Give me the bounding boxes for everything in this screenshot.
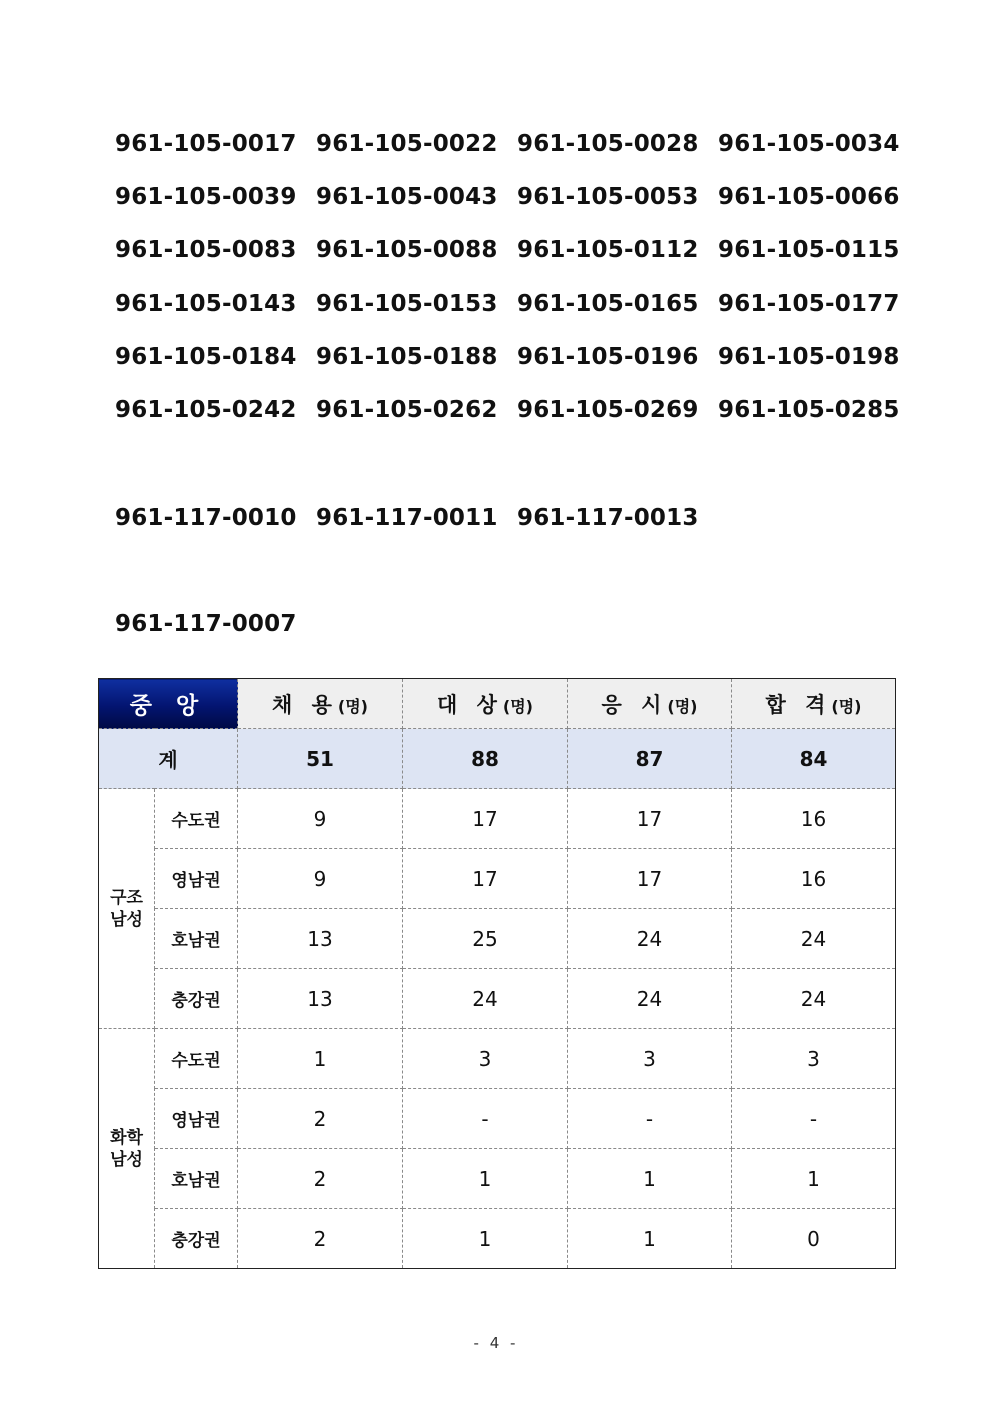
exam-number: 961-105-0242 [115,396,297,423]
table-cell: - [568,1089,732,1149]
table-row [99,1149,896,1209]
exam-number: 961-117-0011 [316,505,498,531]
column-header-label: 채 용 [272,692,338,717]
exam-number: 961-105-0066 [718,184,900,211]
exam-number: 961-105-0184 [115,343,297,370]
table-cell: 1 [403,1149,568,1209]
table-cell: 17 [403,849,568,909]
table-row [99,849,896,909]
exam-number: 961-105-0188 [316,343,498,370]
column-header-unit: (명) [667,696,698,716]
table-cell: 1 [238,1029,403,1089]
table-cell: 17 [568,849,732,909]
table-cell: 25 [403,909,568,969]
table-cell: 24 [568,909,732,969]
table-row [99,969,896,1029]
table-cell: 24 [403,969,568,1029]
table-cell: 1 [403,1209,568,1269]
group-label-line: 구조 [110,887,143,908]
exam-number: 961-105-0165 [517,290,699,317]
exam-number: 961-117-0007 [115,611,297,637]
table-cell: 1 [732,1149,896,1209]
table-row [99,909,896,969]
total-value: 51 [238,729,403,789]
exam-number: 961-105-0017 [115,131,297,157]
table-cell: 16 [732,789,896,849]
table-cell: 16 [732,849,896,909]
table-row [99,1029,896,1089]
region-label: 영남권 [155,1089,238,1149]
exam-number: 961-105-0034 [718,131,900,157]
exam-number: 961-105-0177 [718,290,900,317]
total-value: 87 [568,729,732,789]
exam-number: 961-105-0115 [718,237,900,264]
exam-number: 961-105-0043 [316,184,498,211]
exam-number: 961-117-0013 [517,505,699,531]
exam-number: 961-105-0285 [718,396,900,423]
table-cell: 3 [403,1029,568,1089]
exam-number: 961-105-0269 [517,396,699,423]
region-label: 충강권 [155,1209,238,1269]
exam-number: 961-105-0198 [718,343,900,370]
table-cell: 2 [238,1149,403,1209]
region-label: 충강권 [155,969,238,1029]
table-cell: 24 [732,909,896,969]
recruitment-stats-table [98,678,896,1269]
table-cell: 0 [732,1209,896,1269]
exam-number: 961-105-0262 [316,396,498,423]
column-header-hired [238,679,403,729]
column-header-applied [568,679,732,729]
column-header-label: 합 격 [765,692,832,717]
column-header-unit: (명) [831,696,862,716]
region-label: 호남권 [155,1149,238,1209]
column-header-target [403,679,568,729]
exam-number-list-117a [115,496,919,549]
exam-number: 961-105-0053 [517,184,699,211]
exam-number: 961-105-0153 [316,290,498,317]
total-row [99,729,896,789]
exam-number: 961-105-0028 [517,131,699,157]
column-header-unit: (명) [502,696,533,716]
region-label: 수도권 [155,789,238,849]
exam-number: 961-105-0022 [316,131,498,157]
table-cell: 3 [568,1029,732,1089]
table-cell: 17 [568,789,732,849]
table-cell: 2 [238,1089,403,1149]
column-header-label: 응 시 [601,692,668,717]
total-value: 84 [732,729,896,789]
table-cell: 24 [568,969,732,1029]
central-header: 중 앙 [99,679,238,729]
group-label [99,1029,155,1269]
column-header-unit: (명) [337,696,368,716]
table-cell: 1 [568,1149,732,1209]
table-cell: 9 [238,789,403,849]
group-label-line: 화학 [110,1127,143,1148]
exam-number-list-117b [115,602,919,655]
exam-number: 961-105-0039 [115,184,297,211]
table-cell: 24 [732,969,896,1029]
total-label: 계 [99,729,238,789]
table-cell: 1 [568,1209,732,1269]
exam-number: 961-105-0143 [115,290,297,317]
page-number: - 4 - [473,1334,519,1352]
table-cell: 3 [732,1029,896,1089]
exam-number: 961-105-0083 [115,237,297,264]
group-label-line: 남성 [110,1149,143,1170]
table-cell: 13 [238,969,403,1029]
exam-number-list-105 [115,122,919,441]
table-row [99,789,896,849]
table-cell: 9 [238,849,403,909]
table-row [99,1209,896,1269]
table-cell: - [732,1089,896,1149]
column-header-passed [732,679,896,729]
region-label: 수도권 [155,1029,238,1089]
table-row [99,1089,896,1149]
exam-number: 961-105-0112 [517,237,699,264]
region-label: 호남권 [155,909,238,969]
table-cell: 2 [238,1209,403,1269]
exam-number: 961-105-0088 [316,237,498,264]
region-label: 영남권 [155,849,238,909]
table-cell: - [403,1089,568,1149]
table-header-row [99,679,896,729]
group-label [99,789,155,1029]
table-cell: 13 [238,909,403,969]
total-value: 88 [403,729,568,789]
table-cell: 17 [403,789,568,849]
exam-number: 961-117-0010 [115,505,297,531]
exam-number: 961-105-0196 [517,343,699,370]
group-label-line: 남성 [110,909,143,930]
column-header-label: 대 상 [437,692,503,717]
